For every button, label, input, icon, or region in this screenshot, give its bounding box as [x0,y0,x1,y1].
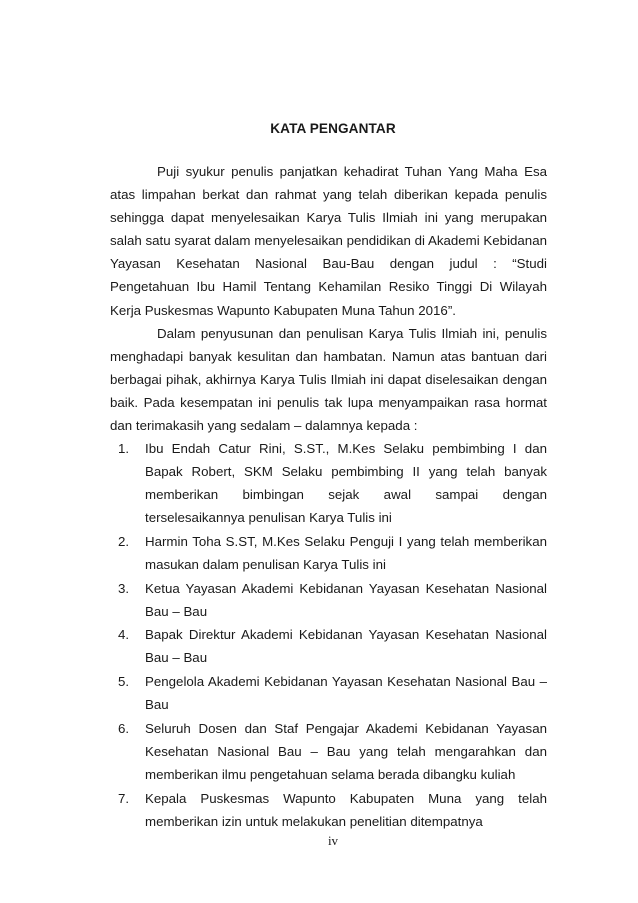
list-item-number: 5. [118,674,130,690]
list-item-text: Seluruh Dosen dan Staf Pengajar Akademi Kebidanan Yayasan Kesehatan Nasional Bau – Bau yang telah mengarahkan dan memberikan ilmu pengetahuan selama berada dibangku kuliah [145,720,547,782]
list-item-number: 6. [118,720,130,736]
paragraph-thanks: Dalam penyusunan dan penulisan Karya Tulis Ilmiah ini, penulis menghadapi banyak kesulitan dan hambatan. Namun atas bantuan dari berbagai pihak, akhirnya Karya Tulis Ilmiah ini dapat diselesaikan dengan baik. Pada kesempatan ini penulis tak lupa menyampaikan rasa hormat dan terimakasih yang sedalam – dalamnya kepada : [110,325,547,434]
list-item [110,437,547,529]
page-title: KATA PENGANTAR [270,121,396,136]
list-item-text: Kepala Puskesmas Wapunto Kabupaten Muna yang telah memberikan izin untuk melakukan penelitian ditempatnya [145,790,547,829]
list-item [110,787,547,833]
page-number: iv [327,833,339,848]
list-item [110,623,547,669]
list-item-number: 7. [118,790,130,806]
list-item-number: 1. [118,441,130,457]
list-item-text: Bapak Direktur Akademi Kebidanan Yayasan Kesehatan Nasional Bau – Bau [145,627,547,666]
list-item-text: Ketua Yayasan Akademi Kebidanan Yayasan Kesehatan Nasional Bau – Bau [145,580,547,619]
list-item-text: Harmin Toha S.ST, M.Kes Selaku Penguji I yang telah memberikan masukan dalam penulisan Karya Tulis ini [145,534,547,573]
list-item-number: 4. [118,627,130,643]
list-item-text: Pengelola Akademi Kebidanan Yayasan Kesehatan Nasional Bau – Bau [145,674,547,713]
paragraph-intro: Puji syukur penulis panjatkan kehadirat Tuhan Yang Maha Esa atas limpahan berkat dan rahmat yang telah diberikan kepada penulis sehingga dapat menyelesaikan Karya Tulis Ilmiah ini yang merupakan salah satu syarat dalam menyelesaikan pendidikan di Akademi Kebidanan Yayasan Kesehatan Nasional Bau-Bau dengan judul : “Studi Pengetahuan Ibu Hamil Tentang Kehamilan Resiko Tinggi Di Wilayah Kerja Puskesmas Wapunto Kabupaten Muna Tahun 2016”. [110,164,547,318]
document-body [110,160,547,833]
list-item [110,717,547,786]
list-item [110,670,547,716]
list-item [110,577,547,623]
acknowledgement-list [110,437,547,833]
list-item [110,530,547,576]
list-item-number: 2. [118,534,130,549]
list-item-number: 3. [118,580,130,596]
list-item-text: Ibu Endah Catur Rini, S.ST., M.Kes Selaku pembimbing I dan Bapak Robert, SKM Selaku pembimbing II yang telah banyak memberikan bimbingan sejak awal sampai dengan terselesaikannya penulisan Karya Tulis ini [145,441,547,526]
